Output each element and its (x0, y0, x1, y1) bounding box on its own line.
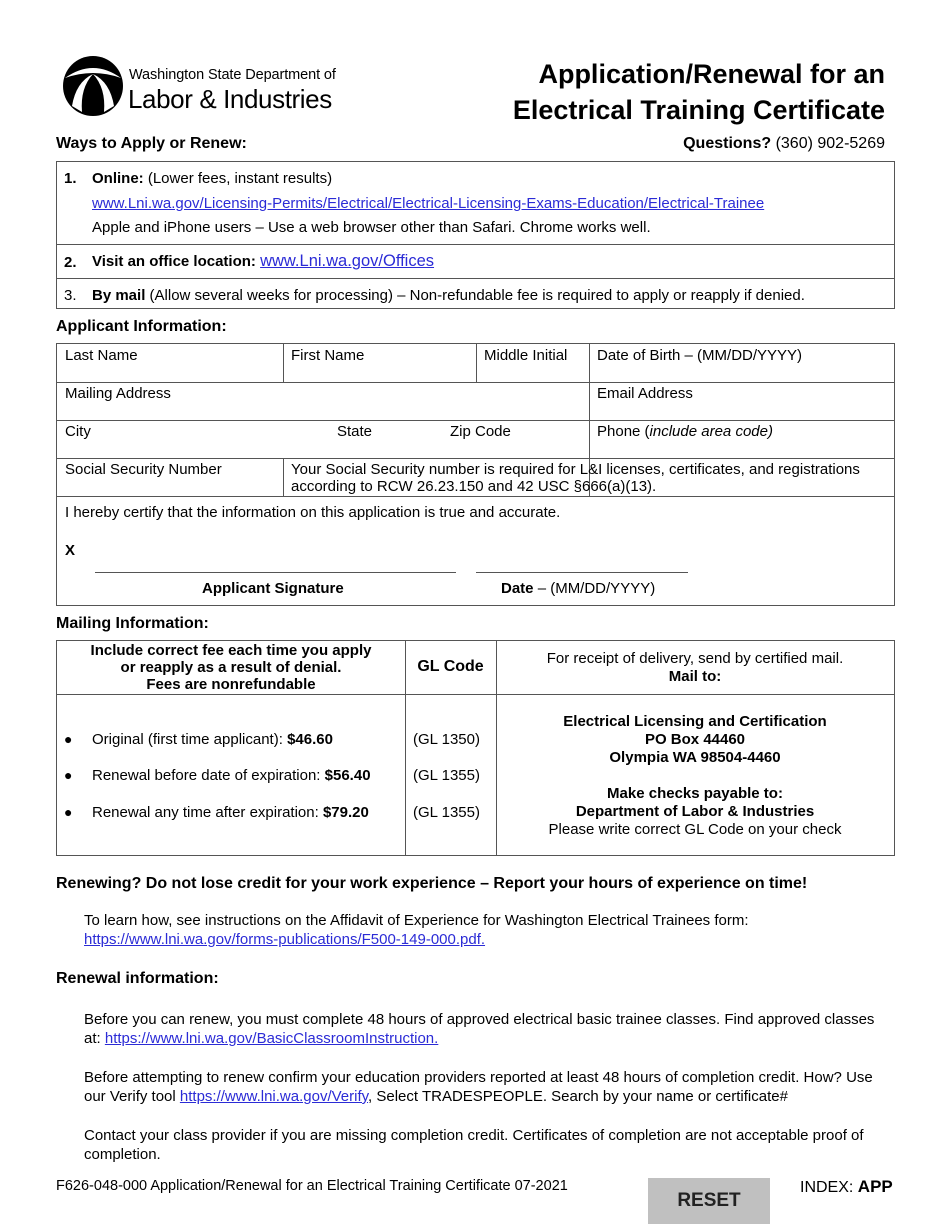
fee-header-line: Fees are nonrefundable (146, 676, 316, 693)
divider (57, 278, 894, 279)
mail-desc: (Allow several weeks for processing) – Non-refundable fee is required to apply or reapply if denied. (149, 287, 805, 304)
zip-field[interactable]: Zip Code (450, 423, 511, 440)
item-number: 3. (64, 287, 77, 304)
lni-logo-icon (62, 54, 124, 118)
mailing-label: Mailing Information: (56, 615, 209, 632)
online-desc: (Lower fees, instant results) (147, 170, 333, 187)
form-id: F626-048-000 Application/Renewal for an Electrical Training Certificate 07-2021 (56, 1178, 568, 1194)
bullet: ● (64, 767, 73, 783)
divider (57, 694, 894, 695)
ways-label: Ways to Apply or Renew: (56, 135, 247, 152)
fee-row-original (92, 731, 333, 748)
divider (283, 344, 284, 382)
renewal-p2 (84, 1068, 884, 1106)
state-field[interactable]: State (337, 423, 373, 440)
mailing-info-table (56, 640, 895, 856)
item-number: 1. (64, 170, 77, 187)
divider (283, 458, 284, 496)
agency-name-line1: Washington State Department of (129, 67, 336, 83)
gl-header: GL Code (417, 658, 484, 675)
city-field[interactable]: City (65, 423, 91, 440)
agency-logo (62, 54, 124, 118)
renewal-p1-text: Before you can renew, you must complete 48 hours of approved electrical basic trainee classes. Find approved classes at: (84, 1011, 875, 1047)
ssn-note: Your Social Security number is required for L&I licenses, certificates, and registrations according to RCW 26.23.150 and 42 USC §666(a)(13). (291, 461, 860, 495)
signature-line[interactable] (95, 572, 456, 573)
date-format: – (MM/DD/YYYY) (537, 580, 656, 597)
fee-desc: Original (first time applicant): (92, 731, 283, 748)
gl-code: (GL 1355) (413, 767, 480, 784)
ssn-field[interactable]: Social Security Number (65, 461, 222, 478)
fee-header-line: Include correct fee each time you apply (90, 642, 372, 659)
renewal-p1 (84, 1010, 884, 1048)
date-label: Date (501, 580, 534, 597)
email-field[interactable]: Email Address (597, 385, 693, 402)
fee-desc: Renewal before date of expiration: (92, 767, 321, 784)
renewing-text: To learn how, see instructions on the Affidavit of Experience for Washington Electrical Trainees form: (84, 912, 749, 929)
applicant-label: Applicant Information: (56, 318, 227, 335)
title-line2: Electrical Training Certificate (512, 95, 885, 125)
title-line1: Application/Renewal for an (538, 59, 885, 89)
divider (57, 458, 894, 459)
fee-row-renewal-before (92, 767, 371, 784)
mail-line (92, 287, 805, 304)
middle-initial-field[interactable]: Middle Initial (484, 347, 568, 364)
agency-name-line2: Labor & Industries (128, 84, 332, 114)
index-label-group (800, 1177, 893, 1197)
address-line: PO Box 44460 (644, 731, 746, 748)
phone-label: Phone ( (597, 423, 650, 440)
questions-label: Questions? (683, 135, 772, 152)
gl-code: (GL 1355) (413, 804, 480, 821)
basic-classroom-link[interactable]: https://www.lni.wa.gov/BasicClassroomInstruction. (104, 1030, 439, 1047)
mailing-address-field[interactable]: Mailing Address (65, 385, 171, 402)
divider (57, 382, 894, 383)
divider (476, 344, 477, 382)
verify-link[interactable]: https://www.lni.wa.gov/Verify (179, 1088, 369, 1105)
fee-row-renewal-after (92, 804, 369, 821)
payable-line: Department of Labor & Industries (575, 803, 815, 820)
applicant-info-table (56, 343, 895, 606)
questions-phone: (360) 902-5269 (775, 135, 885, 152)
divider (57, 244, 894, 245)
address-line: Olympia WA 98504-4460 (609, 749, 781, 766)
certify-statement: I hereby certify that the information on this application is true and accurate. (65, 504, 561, 521)
index-value: APP (857, 1177, 893, 1196)
gl-code: (GL 1350) (413, 731, 480, 748)
fee-header-line: or reapply as a result of denial. (120, 659, 342, 676)
fee-header (57, 642, 405, 693)
bullet: ● (64, 731, 73, 747)
bullet: ● (64, 804, 73, 820)
office-title: Visit an office location: (92, 253, 256, 270)
divider (57, 496, 894, 497)
questions-line (683, 135, 885, 153)
address-line: Electrical Licensing and Certification (563, 713, 827, 730)
renewing-text-block (84, 911, 884, 949)
trainee-link[interactable]: www.Lni.wa.gov/Licensing-Permits/Electrical/Electrical-Licensing-Exams-Education/Electrical-Trainee (92, 195, 765, 212)
last-name-field[interactable]: Last Name (65, 347, 138, 364)
renewing-heading: Renewing? Do not lose credit for your work experience – Report your hours of experience on time! (56, 875, 808, 892)
mail-title: By mail (92, 287, 146, 304)
ways-to-apply-box (56, 161, 895, 309)
renewal-p2-tail: , Select TRADESPEOPLE. Search by your name or certificate# (368, 1088, 788, 1105)
offices-link[interactable]: www.Lni.wa.gov/Offices (260, 252, 435, 270)
payable-note: Please write correct GL Code on your check (548, 821, 842, 838)
fee-amount: $56.40 (324, 767, 371, 784)
fee-desc: Renewal any time after expiration: (92, 804, 319, 821)
date-caption (501, 580, 655, 597)
signature-x: X (65, 542, 76, 559)
reset-button[interactable]: RESET (648, 1178, 770, 1224)
item-number: 2. (64, 254, 77, 271)
page-title (513, 56, 885, 128)
phone-hint: include area code) (649, 423, 773, 440)
mailing-address-block (496, 713, 894, 839)
renewal-heading: Renewal information: (56, 970, 219, 987)
online-title: Online: (92, 170, 144, 187)
affidavit-link[interactable]: https://www.lni.wa.gov/forms-publications/F500-149-000.pdf. (84, 931, 486, 948)
mail-header-line: For receipt of delivery, send by certified mail. (546, 650, 844, 667)
renewal-p2-text: Before attempting to renew confirm your education providers reported at least 48 hours of completion credit. How? Use our Verify tool (84, 1069, 873, 1105)
mail-header-line: Mail to: (668, 668, 722, 685)
fee-amount: $46.60 (287, 731, 333, 748)
browser-note: Apple and iPhone users – Use a web browser other than Safari. Chrome works well. (92, 219, 651, 236)
phone-field[interactable] (597, 423, 773, 440)
divider (57, 420, 894, 421)
payable-line: Make checks payable to: (607, 785, 783, 802)
online-line (92, 170, 332, 187)
first-name-field[interactable]: First Name (291, 347, 365, 364)
office-line (92, 252, 434, 271)
signature-label: Applicant Signature (202, 580, 344, 597)
dob-field[interactable]: Date of Birth – (MM/DD/YYYY) (597, 347, 803, 364)
fee-amount: $79.20 (322, 804, 369, 821)
date-line[interactable] (476, 572, 688, 573)
index-label: INDEX: (800, 1179, 854, 1196)
mail-header (496, 650, 894, 686)
renewal-p3: Contact your class provider if you are missing completion credit. Certificates of completion are not acceptable proof of completion. (84, 1127, 864, 1163)
